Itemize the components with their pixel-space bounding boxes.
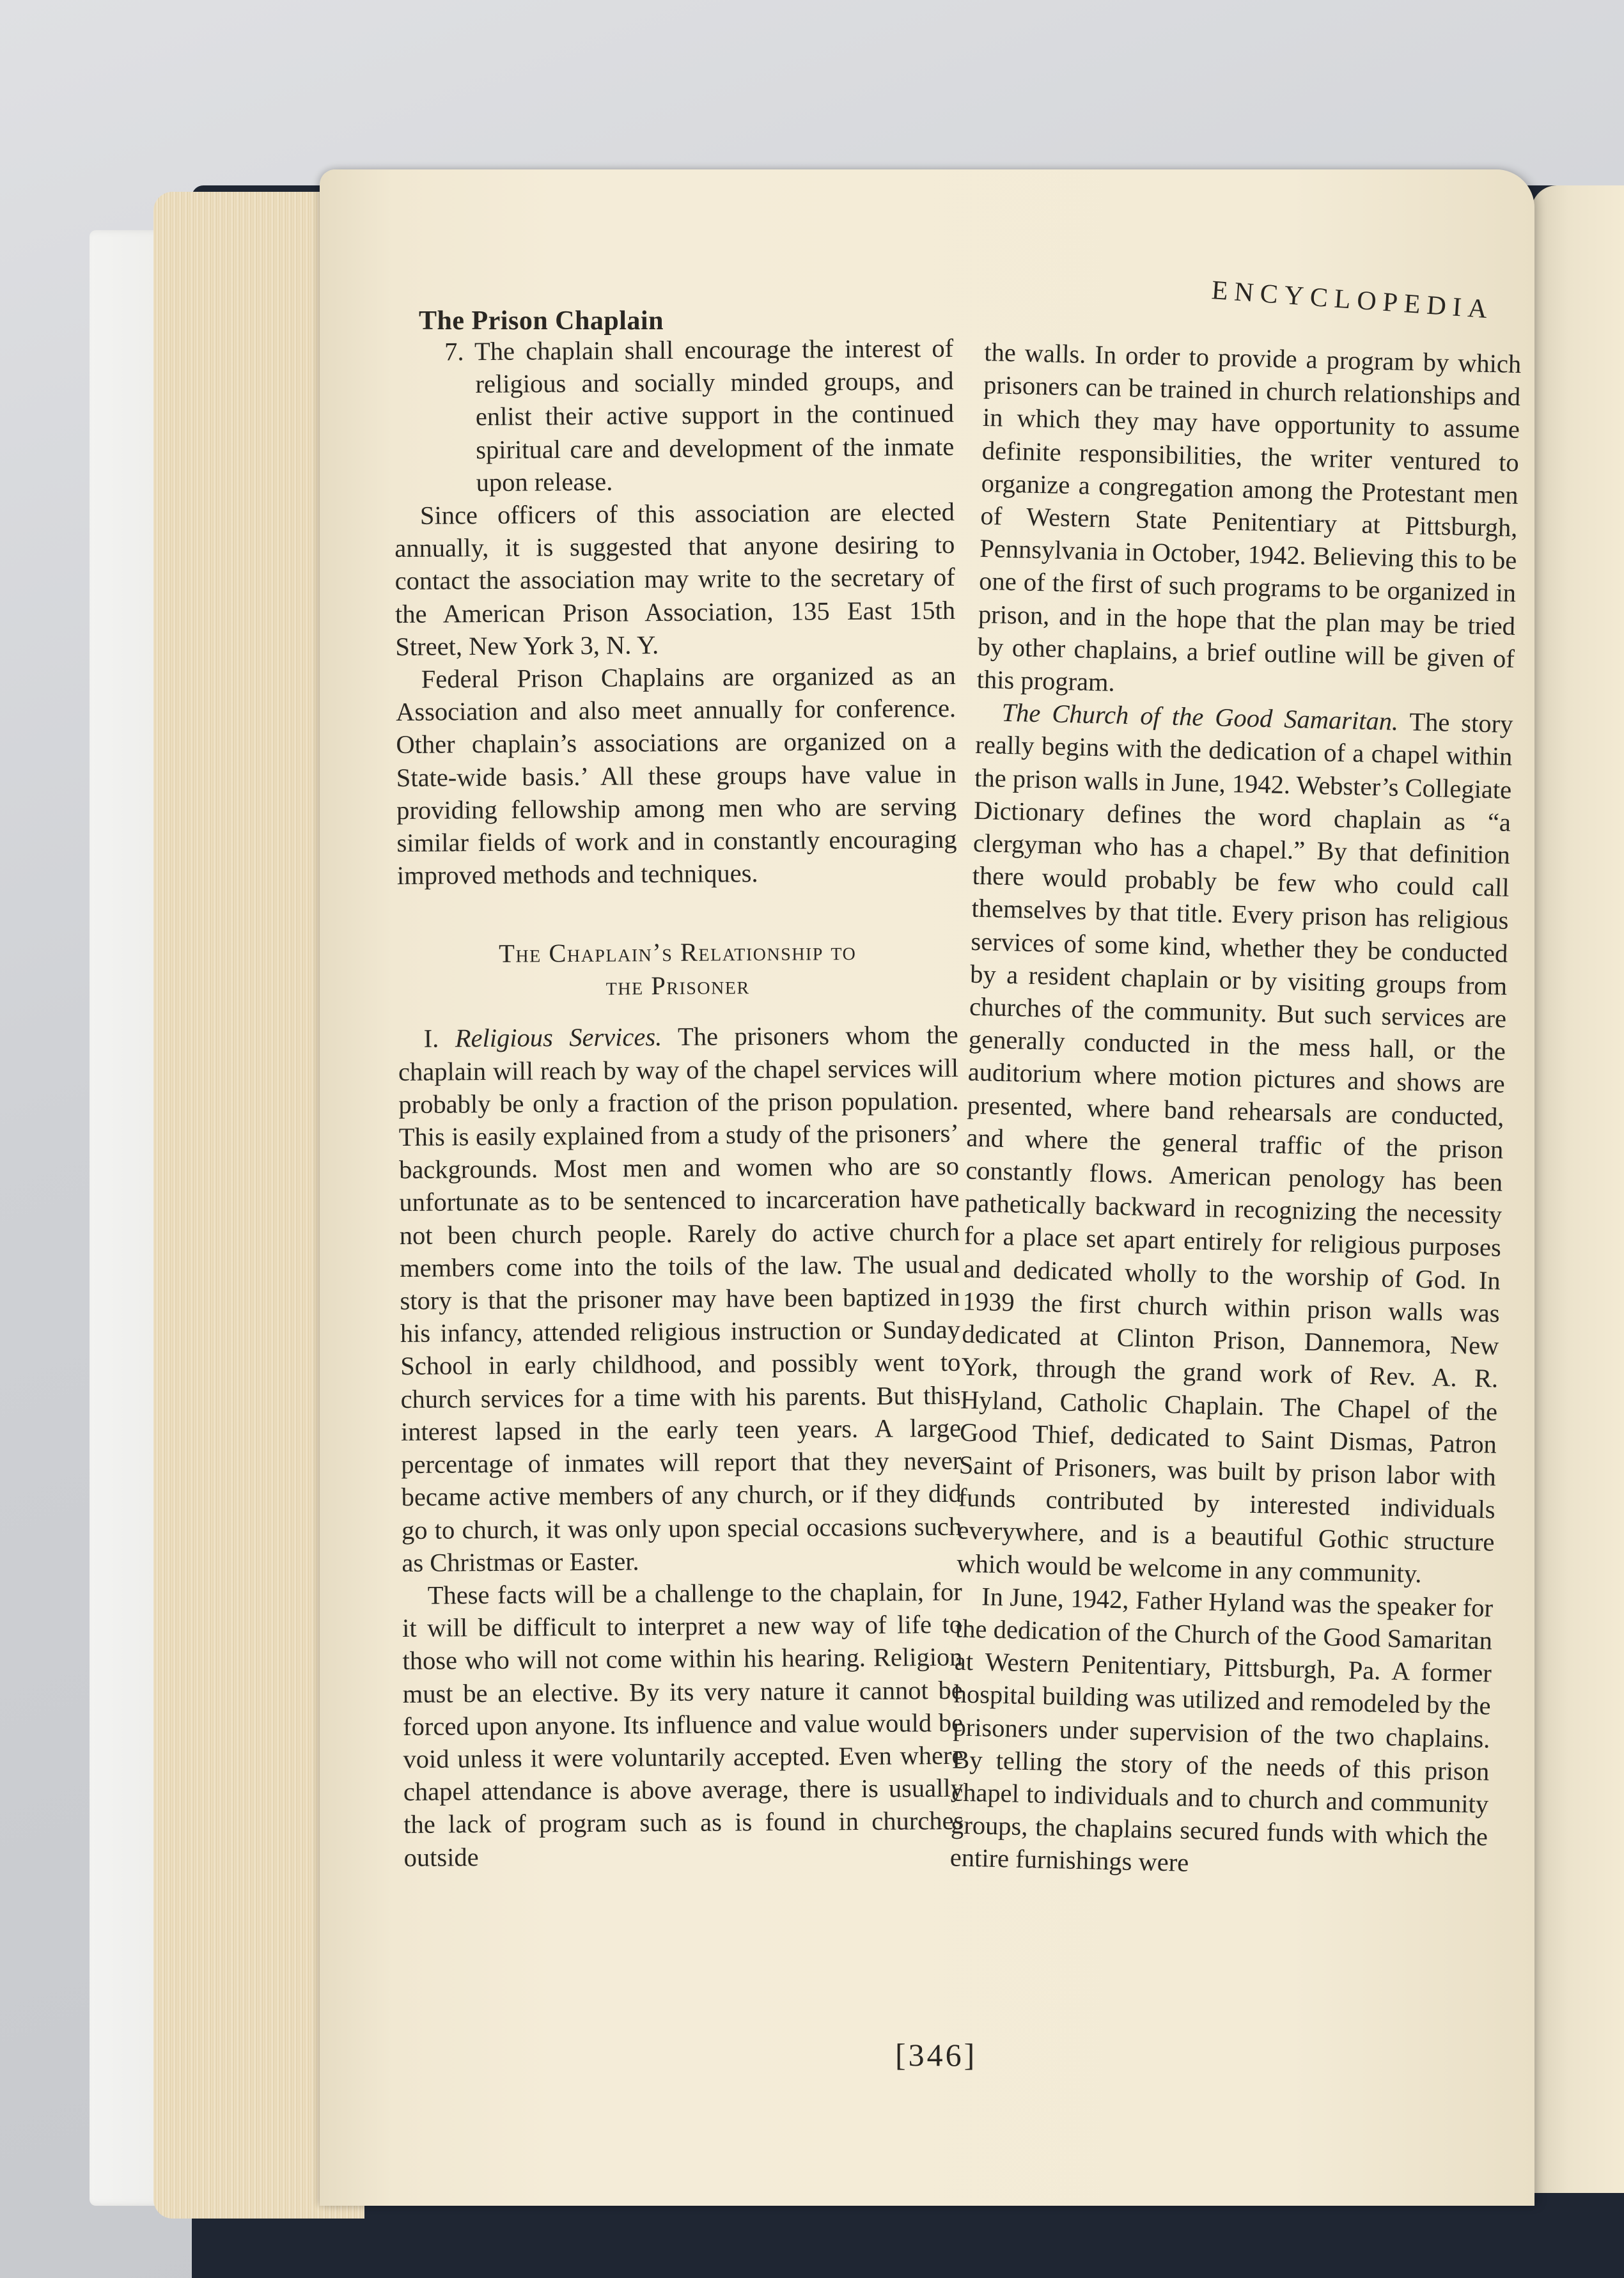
good-samaritan-title: The Church of the Good Samaritan. <box>1001 698 1399 737</box>
running-head-left: The Prison Chaplain <box>419 306 664 336</box>
right-column <box>949 336 1521 1886</box>
list-item-7: 7. The chaplain shall encourage the interest of religious and socially minded groups, and enlist their active support in the continued spiritual care and development of the inmate upon release. <box>444 333 955 497</box>
paragraph-federal-chaplains: Federal Prison Chaplains are organized as an Association and also meet annually for conference. Other chaplain’s associations are organized on a State-wide basis.’ All these groups have value in providing fellowship among men who are serving similar fields of work and in constantly encouraging improved methods and techniques. <box>395 660 957 891</box>
paragraph-june-1942: In June, 1942, Father Hyland was the speaker for the dedication of the Church of the Good Samaritan at Western Penitentiary, Pittsburgh, Pa. A former hospital building was utilized and remodeled by the prisoners under supervision of the two chaplains. By telling the story of the needs of this prison chapel to individuals and to church and community groups, the chaplains secured funds with which the entire furnishings were <box>949 1582 1494 1878</box>
section-heading-line-1: The Chaplain’s Relationship to <box>499 937 857 969</box>
paragraph-good-samaritan <box>956 696 1513 1591</box>
paragraph-walls: the walls. In order to provide a program by which prisoners can be trained in church relationships and in which they may have opportunity to assume definite responsibilities, the writer ventured to organize a congregation among the Protestant men of Western State Penitentiary at Pittsburgh, Pennsylvania in October, 1942. Believing this to be one of the first of such programs to be organized in prison, and in the hope that the plan may be tried by other chaplains, a brief outline will be given of this program. <box>976 337 1522 697</box>
facing-page-edge <box>1531 185 1624 2193</box>
section-heading <box>398 934 958 1004</box>
paragraph-officers: Since officers of this association are elected annually, it is suggested that anyone desiring to contact the association may write to the secretary of the American Prison Association, 135 East 15th Street, New York 3, N. Y. <box>394 497 956 661</box>
services-number: I. <box>423 1024 455 1054</box>
page-number: [346] <box>895 2037 978 2073</box>
services-title: Religious Services. <box>455 1022 662 1053</box>
services-body: The prisoners whom the chaplain will reach by way of the chapel services will probably be only a fraction of the prison population. This is easily explained from a study of the prisoners’ backgrounds. Most men and women who are so unfortunate as to be sentenced to incarceration have not been church people. Rarely do active church members come into the toils of the law. The usual story is that the prisoner may have been baptized in his infancy, attended religious instruction or Sunday School in early childhood, and possibly went to church services for a time with his parents. But this interest lapsed in the early teen years. A large percentage of inmates will report that they never became active members of any church, or if they did go to church, it was only upon special occasions such as Christmas or Easter. <box>398 1020 962 1577</box>
left-column <box>393 332 964 1874</box>
good-samaritan-body: The story really begins with the dedication of a chapel within the prison walls in June, 1942. Webster’s Collegiate Dictionary defines the word chaplain as “a clergyman who has a chapel.” By that definition there would probably be few who could call themselves by that title. Every prison has religious services of some kind, whether they be conducted by a resident chaplain or by visiting groups from churches of the community. But such services are generally conducted in the mess hall, or the auditorium where motion pictures and shows are presented, where band rehearsals are conducted, and where the general traffic of the prison constantly flows. American penology has been pathetically backward in recognizing the necessity for a place set apart entirely for religious purposes and dedicated wholly to the worship of God. In 1939 the first church within prison walls was dedicated at Clinton Prison, Dannemora, New York, through the grand work of Rev. A. R. Hyland, Catholic Chaplain. The Chapel of the Good Thief, dedicated to Saint Dismas, Patron Saint of Prisoners, was built by prison labor with funds contributed by interested individuals everywhere, and is a beautiful Gothic structure which would be welcome in any community. <box>956 707 1513 1588</box>
section-heading-line-2: the Prisoner <box>605 971 750 1001</box>
running-head-right: ENCYCLOPEDIA <box>1210 276 1495 325</box>
paragraph-facts: These facts will be a challenge to the chaplain, for it will be difficult to interpret a new way of life to those who will not come within his hearing. Religion must be an elective. By its very nature it cannot be forced upon anyone. Its influence and value would be void unless it were voluntarily accepted. Even where chapel attendance is above average, there is usually the lack of program such as is found in churches outside <box>402 1577 964 1872</box>
paragraph-religious-services <box>398 1018 962 1579</box>
